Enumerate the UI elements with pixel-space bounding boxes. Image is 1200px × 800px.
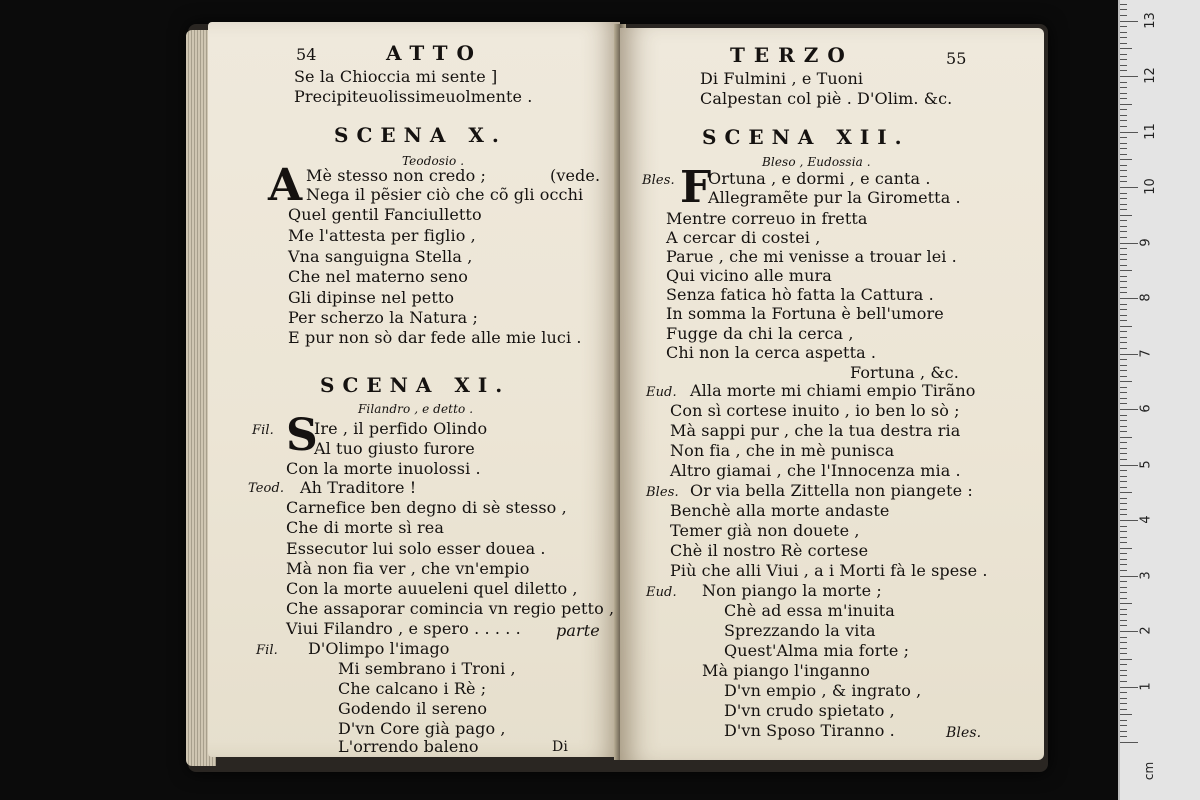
ruler-tick [1120, 298, 1138, 299]
verse-line: Mentre correuo in fretta [666, 209, 868, 228]
ruler-tick [1120, 120, 1127, 121]
ruler-tick [1120, 48, 1132, 49]
ruler-number: 6 [1138, 404, 1154, 413]
speaker-label: Eud. [646, 585, 677, 600]
ruler-tick [1120, 581, 1127, 582]
ruler-tick [1120, 564, 1127, 565]
ruler-tick [1120, 181, 1127, 182]
ruler-tick [1120, 731, 1127, 732]
verse-line: Carnefice ben degno di sè stesso , [286, 498, 567, 517]
verse-line: Or via bella Zittella non piangete : [690, 481, 973, 500]
verse-line: E pur non sò dar fede alle mie luci . [288, 328, 582, 347]
ruler-tick [1120, 403, 1127, 404]
ruler-tick [1120, 409, 1138, 410]
ruler-tick [1120, 159, 1132, 160]
ruler-tick [1120, 448, 1127, 449]
drop-cap: A [268, 160, 303, 211]
verse-line: In somma la Fortuna è bell'umore [666, 304, 944, 323]
ruler-tick [1120, 592, 1127, 593]
ruler-tick [1120, 614, 1127, 615]
ruler-tick [1120, 459, 1127, 460]
ruler-tick [1120, 420, 1127, 421]
ruler-number: 4 [1138, 515, 1154, 524]
ruler-tick [1120, 442, 1127, 443]
catchword: Bles. [946, 725, 982, 741]
ruler-tick [1120, 531, 1127, 532]
ruler-tick [1120, 598, 1127, 599]
ruler-number: 11 [1142, 122, 1158, 140]
drop-cap: F [680, 162, 712, 213]
ruler-tick [1120, 32, 1127, 33]
ruler-tick [1120, 276, 1127, 277]
verse-line: A cercar di costei , [666, 228, 821, 247]
verse-line: Essecutor lui solo esser douea . [286, 539, 546, 558]
ruler-tick [1120, 692, 1127, 693]
verse-line: D'Olimpo l'imago [308, 639, 450, 658]
catchword: Di [552, 739, 568, 755]
ruler-tick [1120, 481, 1127, 482]
verse-line: D'vn Core già pago , [338, 719, 506, 738]
text-line: Di Fulmini , e Tuoni [700, 69, 864, 88]
scene-heading: SCENA X. [334, 123, 507, 147]
ruler-tick [1120, 231, 1127, 232]
verse-line: Mà non fia ver , che vn'empio [286, 559, 530, 578]
verse-line: Parue , che mi venisse a trouar lei . [666, 247, 957, 266]
ruler-tick [1120, 109, 1127, 110]
left-page [208, 22, 620, 757]
verse-line: Chi non la cerca aspetta . [666, 343, 877, 362]
ruler-tick [1120, 248, 1127, 249]
ruler-tick [1120, 342, 1127, 343]
ruler-number: 9 [1138, 237, 1154, 247]
ruler-tick [1120, 220, 1127, 221]
ruler-tick [1120, 148, 1127, 149]
ruler-tick [1120, 620, 1127, 621]
verse-line: Per scherzo la Natura ; [288, 308, 478, 327]
verse-line: Che calcano i Rè ; [338, 679, 487, 698]
scene-heading: SCENA XI. [320, 373, 511, 397]
ruler-tick [1120, 698, 1127, 699]
ruler-tick [1120, 82, 1127, 83]
ruler-tick [1120, 115, 1127, 116]
ruler-tick [1120, 137, 1127, 138]
ruler-tick [1120, 687, 1138, 688]
ruler-tick [1120, 703, 1127, 704]
ruler-tick [1120, 398, 1127, 399]
ruler-tick [1120, 465, 1138, 466]
ruler-tick [1120, 370, 1127, 371]
ruler-tick [1120, 453, 1127, 454]
ruler-tick [1120, 548, 1132, 549]
verse-line: Non piango la morte ; [702, 581, 882, 600]
ruler-tick [1120, 365, 1127, 366]
verse-line: L'orrendo baleno [338, 737, 479, 756]
verse-line: Alla morte mi chiami empio Tirãno [690, 381, 976, 400]
verse-line: Al tuo giusto furore [314, 439, 475, 458]
ruler-tick [1120, 520, 1138, 521]
ruler-tick [1120, 4, 1127, 5]
verse-line: Che nel materno seno [288, 267, 468, 286]
ruler-number: 5 [1138, 459, 1154, 469]
page-number: 55 [946, 49, 967, 68]
ruler-tick [1120, 631, 1138, 632]
ruler-tick [1120, 237, 1127, 238]
ruler-tick [1120, 603, 1132, 604]
ruler-tick [1120, 198, 1127, 199]
ruler-tick [1120, 348, 1127, 349]
ruler-number: 8 [1138, 293, 1154, 302]
measuring-ruler [1118, 0, 1200, 800]
verse-line: Sprezzando la vita [724, 621, 876, 640]
ruler-tick [1120, 126, 1127, 127]
ruler-number: 12 [1142, 67, 1158, 84]
verse-line: Godendo il sereno [338, 699, 488, 718]
scene-characters: Bleso , Eudossia . [762, 155, 871, 169]
verse-line: Ortuna , e dormi , e canta . [708, 169, 931, 188]
ruler-tick [1120, 59, 1127, 60]
ruler-tick [1120, 320, 1127, 321]
text-line: Precipiteuolissimeuolmente . [294, 87, 533, 106]
ruler-tick [1120, 736, 1127, 737]
ruler-tick [1120, 193, 1127, 194]
stage-direction: (vede. [550, 166, 601, 185]
verse-line: Me l'attesta per figlio , [288, 226, 476, 245]
ruler-tick [1120, 625, 1127, 626]
speaker-label: Fil. [252, 423, 274, 438]
ruler-tick [1120, 431, 1127, 432]
ruler-tick [1120, 337, 1127, 338]
verse-line: Benchè alla morte andaste [670, 501, 890, 520]
speaker-label: Eud. [646, 385, 677, 400]
ruler-tick [1120, 359, 1127, 360]
verse-line: Chè ad essa m'inuita [724, 601, 895, 620]
ruler-tick [1120, 98, 1127, 99]
ruler-tick [1120, 553, 1127, 554]
ruler-tick [1120, 709, 1127, 710]
ruler-tick [1120, 304, 1127, 305]
ruler-tick [1120, 498, 1127, 499]
ruler-tick [1120, 376, 1127, 377]
ruler-tick [1120, 470, 1127, 471]
ruler-tick [1120, 437, 1132, 438]
ruler-tick [1120, 675, 1127, 676]
ruler-tick [1120, 143, 1127, 144]
ruler-tick [1120, 315, 1127, 316]
ruler-tick [1120, 681, 1127, 682]
ruler-tick [1120, 659, 1132, 660]
page-number: 54 [296, 45, 317, 64]
ruler-tick [1120, 725, 1127, 726]
ruler-tick [1120, 664, 1127, 665]
ruler-tick [1120, 9, 1127, 10]
verse-line: Che assaporar comincia vn regio petto , [286, 599, 615, 618]
verse-line: Con la morte inuolossi . [286, 459, 481, 478]
speaker-label: Fil. [256, 643, 278, 658]
verse-line: Mà piango l'inganno [702, 661, 871, 680]
ruler-number: 3 [1138, 570, 1154, 580]
ruler-tick [1120, 326, 1132, 327]
ruler-tick [1120, 570, 1127, 571]
scene-character: Teodosio . [402, 154, 465, 168]
ruler-tick [1120, 637, 1127, 638]
ruler-tick [1120, 165, 1127, 166]
ruler-tick [1120, 76, 1138, 77]
verse-line: D'vn crudo spietato , [724, 701, 895, 720]
ruler-tick [1120, 387, 1127, 388]
ruler-number: 13 [1142, 11, 1158, 29]
ruler-tick [1120, 281, 1127, 282]
running-head: ATTO [386, 41, 483, 65]
ruler-tick [1120, 204, 1127, 205]
ruler-tick [1120, 215, 1132, 216]
verse-line: Altro giamai , che l'Innocenza mia . [670, 461, 961, 480]
ruler-tick [1120, 15, 1127, 16]
verse-line: Con sì cortese inuito , io ben lo sò ; [670, 401, 960, 420]
ruler-unit: cm [1142, 761, 1157, 781]
verse-line: Mi sembrano i Troni , [338, 659, 516, 678]
verse-line: Quest'Alma mia forte ; [724, 641, 910, 660]
ruler-tick [1120, 287, 1127, 288]
ruler-tick [1120, 476, 1127, 477]
verse-line: Chè il nostro Rè cortese [670, 541, 869, 560]
ruler-tick [1120, 70, 1127, 71]
ruler-tick [1120, 87, 1127, 88]
verse-line: Temer già non douete , [670, 521, 860, 540]
text-line: Calpestan col piè . D'Olim. &c. [700, 89, 953, 108]
ruler-tick [1120, 670, 1127, 671]
verse-line: Più che alli Viui , a i Morti fà le spese . [670, 561, 988, 580]
verse-line: Ire , il perfido Olindo [314, 419, 488, 438]
ruler-tick [1120, 54, 1127, 55]
ruler-tick [1120, 576, 1138, 577]
verse-line: Non fia , che in mè punisca [670, 441, 895, 460]
verse-line: Gli dipinse nel petto [288, 288, 455, 307]
ruler-tick [1120, 537, 1127, 538]
ruler-tick [1120, 209, 1127, 210]
verse-line: Con la morte auueleni quel diletto , [286, 579, 578, 598]
ruler-tick [1120, 93, 1127, 94]
ruler-tick [1120, 104, 1132, 105]
verse-line: Quel gentil Fanciulletto [288, 205, 482, 224]
ruler-tick [1120, 714, 1132, 715]
verse-line: Allegramẽte pur la Girometta . [708, 188, 961, 207]
ruler-tick [1120, 265, 1127, 266]
verse-line: Ah Traditore ! [300, 478, 417, 497]
verse-line: D'vn empio , & ingrato , [724, 681, 922, 700]
verse-line: Fugge da chi la cerca , [666, 324, 854, 343]
scene-characters: Filandro , e detto . [358, 402, 474, 416]
ruler-tick [1120, 270, 1132, 271]
ruler-tick [1120, 381, 1132, 382]
ruler-tick [1120, 415, 1127, 416]
ruler-tick [1120, 170, 1127, 171]
ruler-tick [1120, 176, 1127, 177]
verse-line: Senza fatica hò fatta la Cattura . [666, 285, 934, 304]
ruler-tick [1120, 609, 1127, 610]
ruler-tick [1120, 559, 1127, 560]
right-page [620, 28, 1044, 760]
ruler-tick [1120, 243, 1138, 244]
ruler-tick [1120, 154, 1127, 155]
speaker-label: Bles. [646, 485, 679, 500]
ruler-tick [1120, 187, 1138, 188]
ruler-number: 2 [1138, 626, 1154, 635]
ruler-tick [1120, 354, 1138, 355]
ruler-tick [1120, 254, 1127, 255]
verse-line: Qui vicino alle mura [666, 266, 832, 285]
ruler-tick [1120, 642, 1127, 643]
verse-line: Nega il pẽsier ciò che cõ gli occhi [306, 185, 584, 204]
ruler-tick [1120, 720, 1127, 721]
ruler-tick [1120, 132, 1138, 133]
ruler-number: 7 [1138, 348, 1154, 358]
verse-line: Mà sappi pur , che la tua destra ria [670, 421, 961, 440]
ruler-tick [1120, 526, 1127, 527]
ruler-tick [1120, 503, 1127, 504]
ruler-tick [1120, 309, 1127, 310]
ruler-tick [1120, 226, 1127, 227]
ruler-tick [1120, 392, 1127, 393]
ruler-tick [1120, 492, 1132, 493]
ruler-tick [1120, 65, 1127, 66]
verse-line: Vna sanguigna Stella , [288, 247, 473, 266]
ruler-tick [1120, 26, 1127, 27]
ruler-tick [1120, 653, 1127, 654]
ruler-tick [1120, 37, 1127, 38]
ruler-tick [1120, 509, 1127, 510]
text-line: Se la Chioccia mi sente ] [294, 67, 498, 86]
speaker-label: Bles. [642, 173, 675, 188]
ruler-tick [1120, 487, 1127, 488]
verse-line: Che di morte sì rea [286, 518, 444, 537]
drop-cap: S [286, 410, 318, 461]
verse-line: Mè stesso non credo ; [306, 166, 487, 185]
verse-line: Viui Filandro , e spero . . . . . [286, 619, 521, 638]
ruler-tick [1120, 514, 1127, 515]
scene-heading: SCENA XII. [702, 125, 910, 149]
speaker-label: Teod. [248, 481, 285, 496]
verse-line: D'vn Sposo Tiranno . [724, 721, 895, 740]
ruler-number: 10 [1142, 178, 1158, 195]
stage-direction: parte [556, 621, 600, 640]
ruler-tick [1120, 259, 1127, 260]
ruler-tick [1120, 292, 1127, 293]
ruler-tick [1120, 426, 1127, 427]
running-head: TERZO [730, 43, 854, 67]
ruler-tick [1120, 43, 1127, 44]
ruler-tick [1120, 742, 1138, 743]
ruler-tick [1120, 331, 1127, 332]
ruler-tick [1120, 648, 1127, 649]
refrain-line: Fortuna , &c. [850, 363, 959, 382]
ruler-number: 1 [1138, 681, 1154, 691]
ruler-tick [1120, 587, 1127, 588]
ruler-tick [1120, 542, 1127, 543]
ruler-tick [1120, 21, 1138, 22]
